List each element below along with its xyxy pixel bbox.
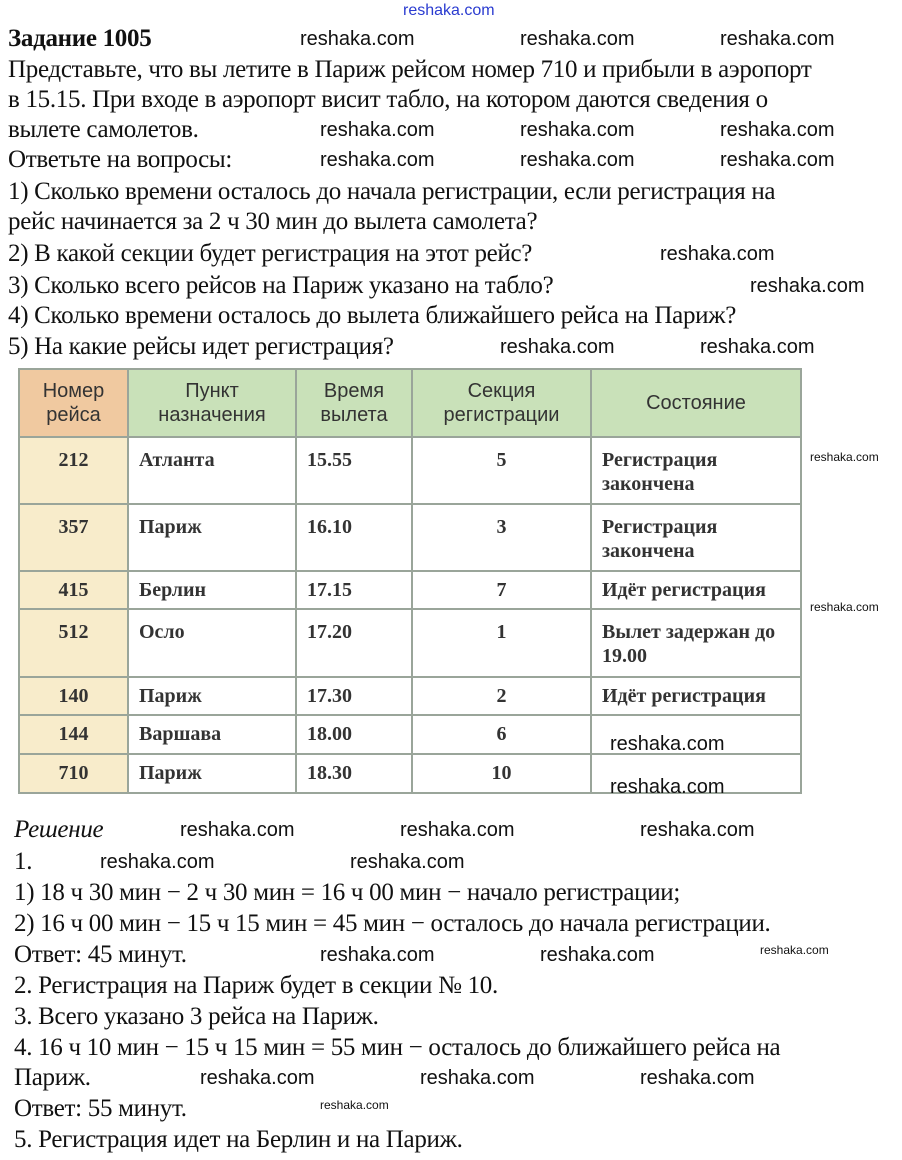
table-cell: 212 [19, 437, 128, 504]
task-line: 3) Сколько всего рейсов на Париж указано на табло? [8, 272, 554, 299]
table-cell: Регистрация закончена [591, 504, 801, 571]
table-cell: 15.55 [296, 437, 412, 504]
column-header-line: Состояние [646, 392, 746, 414]
solution-line: 2) 16 ч 00 мин − 15 ч 15 мин = 45 мин − осталось до начала регистрации. [14, 910, 771, 937]
column-header-line: Пункт [185, 380, 239, 402]
table-row [19, 437, 801, 504]
table-cell: 17.30 [296, 677, 412, 715]
table-cell: 17.20 [296, 609, 412, 677]
task-line: 5) На какие рейсы идет регистрация? [8, 333, 394, 360]
table-cell: 144 [19, 715, 128, 754]
table-cell: Варшава [128, 715, 296, 754]
table-cell: 512 [19, 609, 128, 677]
watermark: reshaka.com [500, 336, 615, 358]
task-line: 1) Сколько времени осталось до начала регистрации, если регистрация на [8, 178, 776, 205]
table-cell: 140 [19, 677, 128, 715]
watermark: reshaka.com [320, 149, 435, 171]
watermark: reshaka.com [320, 944, 435, 966]
watermark: reshaka.com [350, 851, 465, 873]
task-line: Ответьте на вопросы: [8, 146, 233, 173]
table-cell: 710 [19, 754, 128, 793]
departures-table [18, 368, 802, 794]
watermark: reshaka.com [720, 28, 835, 50]
task-line: в 15.15. При входе в аэропорт висит табло, на котором даются сведения о [8, 86, 768, 113]
solution-line: 1. [14, 848, 33, 875]
table-cell: Париж [128, 677, 296, 715]
column-header [591, 369, 801, 437]
table-cell: 2 [412, 677, 591, 715]
watermark: reshaka.com [700, 336, 815, 358]
column-header-line: Секция [467, 380, 536, 402]
column-header-line: Время [323, 380, 385, 402]
solution-line: Ответ: 45 минут. [14, 941, 187, 968]
column-header [128, 369, 296, 437]
watermark: reshaka.com [400, 819, 515, 841]
column-header-line: назначения [158, 404, 266, 426]
solution-heading: Решение [14, 816, 104, 843]
table-cell: 18.30 [296, 754, 412, 793]
column-header [412, 369, 591, 437]
table-cell: Вылет задержан до 19.00 [591, 609, 801, 677]
watermark: reshaka.com [640, 819, 755, 841]
table-cell: 1 [412, 609, 591, 677]
watermark: reshaka.com [520, 28, 635, 50]
column-header [296, 369, 412, 437]
task-title: Задание 1005 [8, 25, 152, 52]
watermark: reshaka.com [810, 450, 879, 464]
table-cell: 7 [412, 571, 591, 609]
table-cell: Берлин [128, 571, 296, 609]
watermark: reshaka.com [660, 243, 775, 265]
table-cell: Осло [128, 609, 296, 677]
table-cell: 5 [412, 437, 591, 504]
table-row [19, 504, 801, 571]
solution-line: 4. 16 ч 10 мин − 15 ч 15 мин = 55 мин − осталось до ближайшего рейса на [14, 1034, 781, 1061]
table-cell: Париж [128, 754, 296, 793]
watermark: reshaka.com [320, 119, 435, 141]
watermark: reshaka.com [720, 119, 835, 141]
solution-line: 5. Регистрация идет на Берлин и на Париж. [14, 1126, 463, 1153]
table-cell: 10 [412, 754, 591, 793]
table-cell: 415 [19, 571, 128, 609]
watermark: reshaka.com [810, 600, 879, 614]
watermark: reshaka.com [640, 1067, 755, 1089]
watermark: reshaka.com [100, 851, 215, 873]
watermark: reshaka.com [180, 819, 295, 841]
watermark: reshaka.com [520, 119, 635, 141]
watermark: reshaka.com [720, 149, 835, 171]
watermark: reshaka.com [750, 275, 865, 297]
solution-line: 3. Всего указано 3 рейса на Париж. [14, 1003, 379, 1030]
table-row [19, 609, 801, 677]
solution-line: 1) 18 ч 30 мин − 2 ч 30 мин = 16 ч 00 мин − начало регистрации; [14, 879, 681, 906]
table-cell: 18.00 [296, 715, 412, 754]
watermark: reshaka.com [300, 28, 415, 50]
table-cell: 6 [412, 715, 591, 754]
watermark: reshaka.com [540, 944, 655, 966]
watermark: reshaka.com [420, 1067, 535, 1089]
table-cell: Идёт регистрация [591, 571, 801, 609]
table-cell: 17.15 [296, 571, 412, 609]
table-cell: 3 [412, 504, 591, 571]
task-line: Представьте, что вы летите в Париж рейсом номер 710 и прибыли в аэропорт [8, 56, 812, 83]
watermark: reshaka.com [760, 943, 829, 957]
watermark: reshaka.com [200, 1067, 315, 1089]
table-row [19, 677, 801, 715]
watermark: reshaka.com [320, 1098, 389, 1112]
column-header [19, 369, 128, 437]
column-header-line: регистрации [443, 404, 560, 426]
table-header-row [19, 369, 801, 437]
table-cell: Париж [128, 504, 296, 571]
table-cell: Идёт регистрация [591, 677, 801, 715]
watermark-top: reshaka.com [403, 2, 495, 19]
task-line: рейс начинается за 2 ч 30 мин до вылета самолета? [8, 208, 538, 235]
table-cell: Атланта [128, 437, 296, 504]
column-header-line: Номер [42, 380, 105, 402]
table-cell: Регистрация закончена [591, 437, 801, 504]
task-line: вылете самолетов. [8, 116, 199, 143]
watermark: reshaka.com [610, 776, 725, 798]
solution-line: Ответ: 55 минут. [14, 1095, 187, 1122]
table-cell: 357 [19, 504, 128, 571]
solution-line: 2. Регистрация на Париж будет в секции № 10. [14, 972, 498, 999]
watermark: reshaka.com [610, 733, 725, 755]
watermark: reshaka.com [520, 149, 635, 171]
table-cell: 16.10 [296, 504, 412, 571]
task-line: 2) В какой секции будет регистрация на этот рейс? [8, 240, 533, 267]
task-line: 4) Сколько времени осталось до вылета ближайшего рейса на Париж? [8, 302, 737, 329]
solution-line: Париж. [14, 1064, 91, 1091]
table-row [19, 571, 801, 609]
column-header-line: рейса [46, 404, 101, 426]
column-header-line: вылета [320, 404, 388, 426]
